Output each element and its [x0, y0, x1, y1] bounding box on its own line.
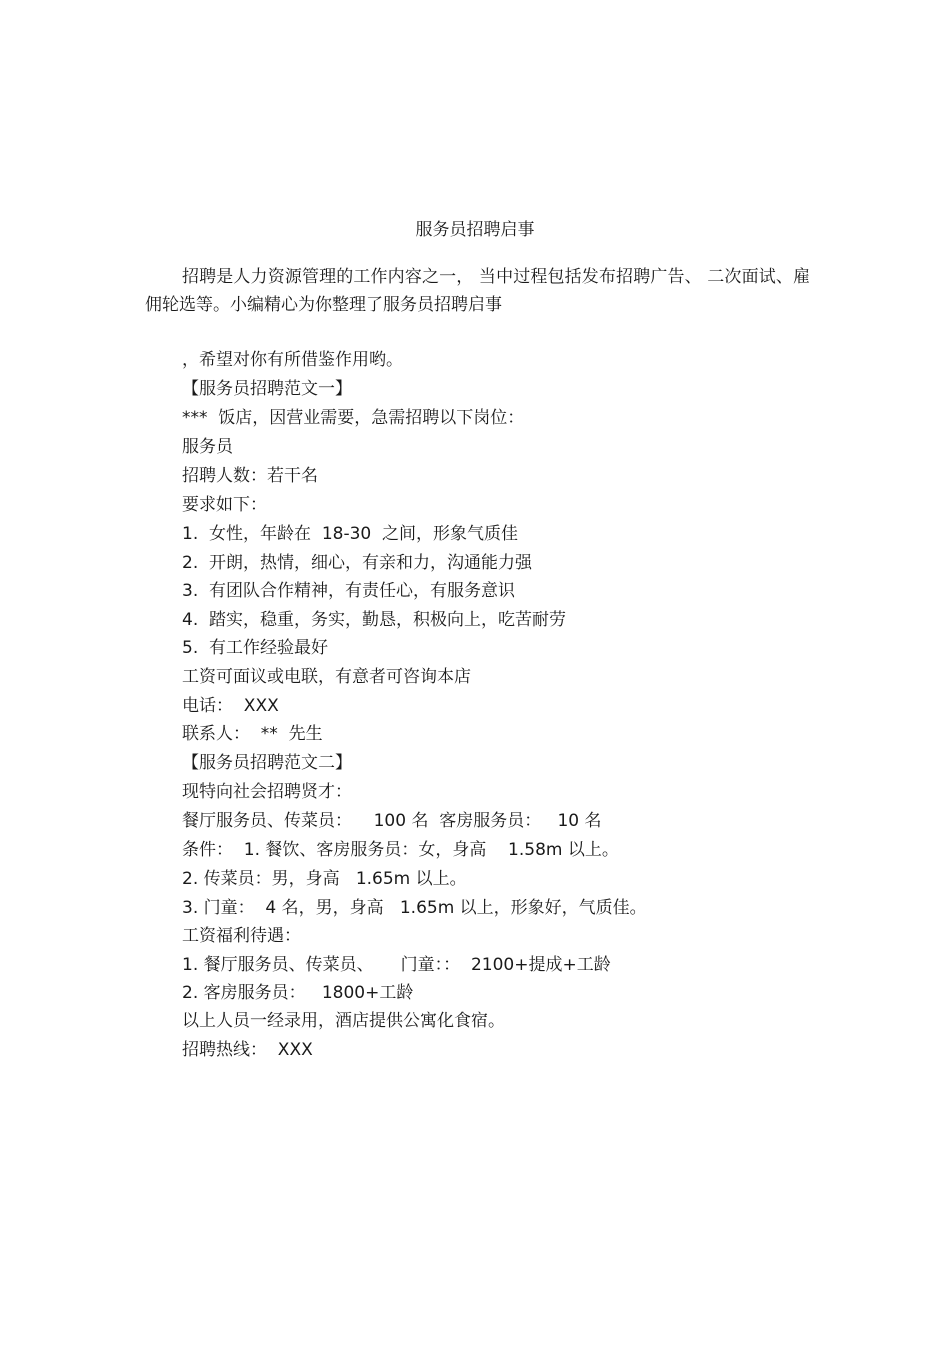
list-item: 3. 有团队合作精神，有责任心，有服务意识	[182, 581, 516, 601]
text-line: 餐厅服务员、传菜员： 100 名 客房服务员： 10 名	[182, 811, 602, 831]
text-line: 条件： 1. 餐饮、客房服务员：女，身高 1.58m 以上。	[182, 840, 619, 860]
intro-paragraph: 招聘是人力资源管理的工作内容之一， 当中过程包括发布招聘广告、 二次面试、雇佣轮选等。小编精心为你整理了服务员招聘启事	[145, 267, 810, 315]
text-line: 以上人员一经录用，酒店提供公寓化食宿。	[182, 1011, 505, 1031]
text-line: 联系人： ** 先生	[182, 724, 323, 744]
text-line: 2. 客房服务员： 1800+工龄	[182, 983, 414, 1003]
list-item: 5. 有工作经验最好	[182, 638, 329, 658]
text-line: 工资可面议或电联，有意者可咨询本店	[182, 667, 471, 687]
text-line: 招聘热线： XXX	[182, 1040, 313, 1060]
text-line: 工资福利待遇：	[182, 926, 301, 946]
text-line: 现特向社会招聘贤才：	[182, 782, 352, 802]
list-item: 4. 踏实，稳重，务实，勤恳，积极向上，吃苦耐劳	[182, 610, 567, 630]
text-line: *** 饭店，因营业需要，急需招聘以下岗位：	[182, 408, 525, 428]
list-item: 1. 女性，年龄在 18-30 之间，形象气质佳	[182, 524, 519, 544]
list-item: 2. 开朗，热情，细心，有亲和力，沟通能力强	[182, 553, 533, 573]
document-title: 服务员招聘启事	[415, 220, 535, 240]
section-heading-2: 【服务员招聘范文二】	[182, 753, 352, 773]
section-heading-1: 【服务员招聘范文一】	[182, 379, 352, 399]
text-line: 3. 门童： 4 名，男，身高 1.65m 以上，形象好，气质佳。	[182, 898, 647, 918]
text-line: 服务员	[182, 437, 233, 457]
text-line: 要求如下：	[182, 495, 267, 515]
text-line: 招聘人数：若干名	[182, 466, 318, 486]
text-line: 1. 餐厅服务员、传菜员、 门童：： 2100+提成+工龄	[182, 955, 611, 975]
text-line: ，希望对你有所借鉴作用哟。	[182, 350, 403, 370]
text-line: 电话： XXX	[182, 696, 279, 716]
text-line: 2. 传菜员：男，身高 1.65m 以上。	[182, 869, 467, 889]
